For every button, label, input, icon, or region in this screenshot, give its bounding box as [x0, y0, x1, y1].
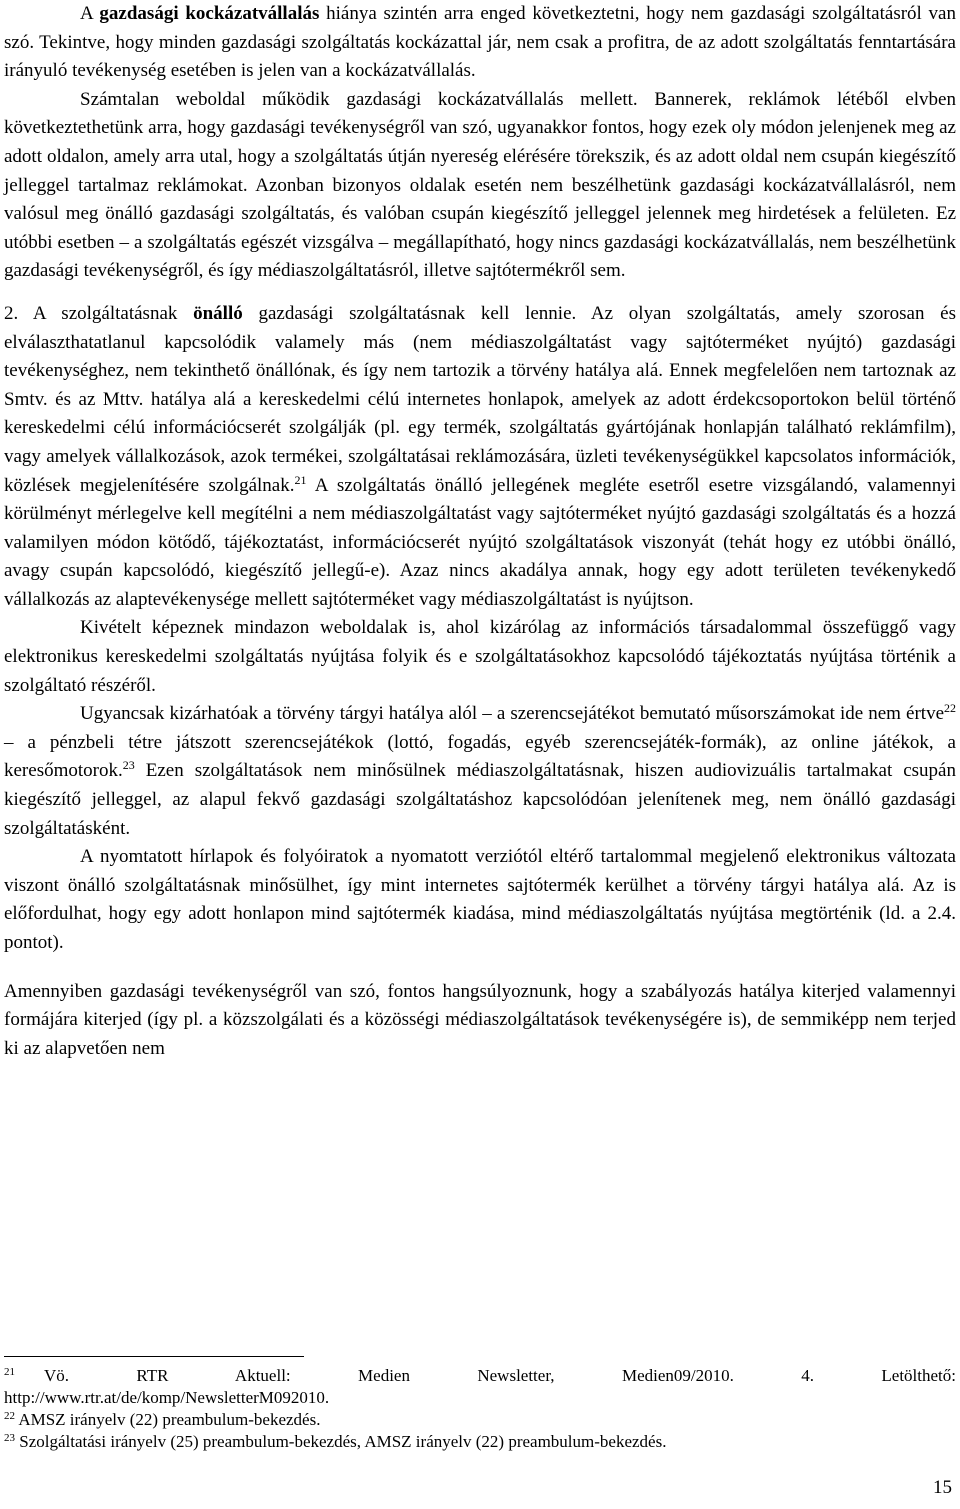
bold-term: önálló — [193, 302, 243, 324]
footnote-22 — [4, 1409, 956, 1431]
text-run: gazdasági szolgáltatásnak kell lennie. Az olyan szolgáltatás, amely szorosan és elválaszthatatlanul kapcsolódik valamely más (nem médiaszolgáltatást vagy sajtóterméket nyújtó) gazdasági tevékenységhez, nem tekinthető önállónak, és így nem tartozik a törvény hatálya alá. Ennek megfelelően nem tartoznak az Smtv. és az Mttv. hatálya alá a kereskedelmi célú internetes honlapok, amelyek az adott érdekcsoportokon belül történő kereskedelmi célú információcserét szolgálják (pl. egy termék, szolgáltatás gyártójának honlapján található reklámfilm), vagy amelyek vállalkozások, azok termékei, szolgáltatásai reklámozására, üzleti tevékenységükkel kapcsolatos információk, közlések megjelenítésére szolgálnak. — [4, 302, 956, 496]
footnote-number-wrap — [4, 1365, 44, 1387]
paragraph-gambling — [4, 700, 956, 843]
page-number: 15 — [933, 1477, 952, 1498]
footnote-number: 22 — [4, 1410, 15, 1422]
paragraph-economic-risk — [4, 0, 956, 86]
paragraph-exceptions: Kivételt képeznek mindazon weboldalak is, ahol kizárólag az információs társadalommal összefüggő vagy elektronikus kereskedelmi szolgáltatás nyújtása folyik és e szolgáltatásokhoz kapcsolódó tájékoztatás nyújtása történik a szolgáltató részéről. — [4, 617, 956, 696]
text-run: A szolgáltatás önálló jellegének megléte esetről esetre vizsgálandó, valamennyi körülményt mérlegelve kell megítélni a nem médiaszolgáltatást vagy sajtóterméket nyújtó gazdasági szolgáltatás és a hozzá valamilyen módon kötődő, tájékoztatást, információcserét nyújtó szolgáltatások viszonyát (tehát hogy ez utóbbi önálló, avagy csupán kapcsolódó, kiegészítő jellegű-e). Azaz nincs akadálya annak, hogy egy adott területen tevékenykedő vállalkozás az alaptevékenysége mellett sajtóterméket vagy médiaszolgáltatást is nyújtson. — [4, 474, 956, 610]
text-run: hiánya szintén arra enged következtetni, hogy nem gazdasági szolgáltatásról van szó. Tekintve, hogy minden gazdasági szolgáltatás kockázattal jár, nem csak a profitra, de az adott szolgáltatás fenntartására irányuló tevékenység esetében is jelen van a kockázatvállalás. — [4, 3, 956, 82]
text-run: Ugyancsak kizárhatóak a törvény tárgyi hatálya alól – a szerencsejátékot bemutató műsorszámokat ide nem értve — [80, 703, 944, 725]
paragraph-spacer — [4, 286, 956, 300]
paragraph-print-press: A nyomtatott hírlapok és folyóiratok a nyomatott verziótól eltérő tartalommal megjelenő elektronikus változata viszont önálló szolgáltatásnak minősülhet, így mint internetes sajtótermék kerülhet a törvény tárgyi hatálya alá. Az is előfordulhat, hogy egy adott honlapon mind sajtótermék kiadása, mind médiaszolgáltatás nyújtása megtörténik (ld. a 2.4. pontot). — [4, 846, 956, 953]
text-run: A — [80, 3, 100, 24]
footnote-21-url[interactable]: http://www.rtr.at/de/komp/NewsletterM092010. — [4, 1388, 330, 1407]
paragraph-spacer — [4, 958, 956, 978]
body-text — [4, 0, 956, 1063]
text-run: 2. A szolgáltatásnak — [4, 302, 194, 324]
footnote-21 — [4, 1365, 956, 1387]
footnotes — [4, 1356, 956, 1453]
footnote-text: Vö. RTR Aktuell: Medien Newsletter, Medien09/2010. 4. Letölthető: — [44, 1366, 956, 1385]
footnote-ref-21[interactable]: 21 — [294, 472, 307, 487]
paragraph-websites: Számtalan weboldal működik gazdasági kockázatvállalás mellett. Bannerek, reklámok létéből elvben következtethetünk arra, hogy gazdasági tevékenységről van szó, ugyanakkor fontos, hogy ezek oly módon jelenjenek meg az adott oldalon, amely arra utal, hogy a szolgáltatás útján nyereség elérésére törekszik, és az adott oldal nem csupán kiegészítő jelleggel tartalmaz reklámokat. Azonban bizonyos oldalak esetén nem beszélhetünk gazdasági kockázatvállalásról, nem valósul meg önálló gazdasági szolgáltatás, és valóban csupán kiegészítő jelleggel jelennek meg hirdetések a felületen. Ez utóbbi esetben – a szolgáltatás egészét vizsgálva – megállapítható, hogy nincs gazdasági kockázatvállalás, nem beszélhetünk gazdasági tevékenységről, és így médiaszolgáltatásról, illetve sajtótermékről sem. — [4, 88, 956, 282]
footnote-text: AMSZ irányelv (22) preambulum-bekezdés. — [18, 1410, 321, 1429]
text-run: Ezen szolgáltatások nem minősülnek médiaszolgáltatásnak, hiszen audiovizuális tartalmakat csupán kiegészítő jelleggel, az alapul fekvő gazdasági szolgáltatáshoz kapcsolódóan jelenítenek meg, nem önálló gazdasági szolgáltatásként. — [4, 760, 956, 839]
text-run: – a pénzbeli tétre játszott szerencsejátékok (lottó, fogadás, egyéb szerencsejáték-formák), az online játékok, a keresőmotorok. — [4, 731, 956, 782]
footnote-ref-23[interactable]: 23 — [122, 758, 135, 773]
paragraph-economic-activity: Amennyiben gazdasági tevékenységről van szó, fontos hangsúlyoznunk, hogy a szabályozás hatálya kiterjed valamennyi formájára kiterjed (így pl. a közszolgálati és a közösségi médiaszolgáltatások tevékenységére is), de semmiképp nem terjed ki az alapvetően nem — [4, 980, 956, 1059]
footnote-ref-22[interactable]: 22 — [944, 701, 956, 716]
footnote-divider — [4, 1356, 304, 1357]
footnote-text: Szolgáltatási irányelv (25) preambulum-bekezdés, AMSZ irányelv (22) preambulum-bekezdés. — [19, 1432, 667, 1451]
paragraph-independent-service — [4, 300, 956, 615]
footnote-number: 23 — [4, 1432, 15, 1444]
footnote-23 — [4, 1431, 956, 1453]
footnote-number: 21 — [4, 1366, 15, 1378]
bold-term: gazdasági kockázatvállalás — [99, 3, 320, 24]
